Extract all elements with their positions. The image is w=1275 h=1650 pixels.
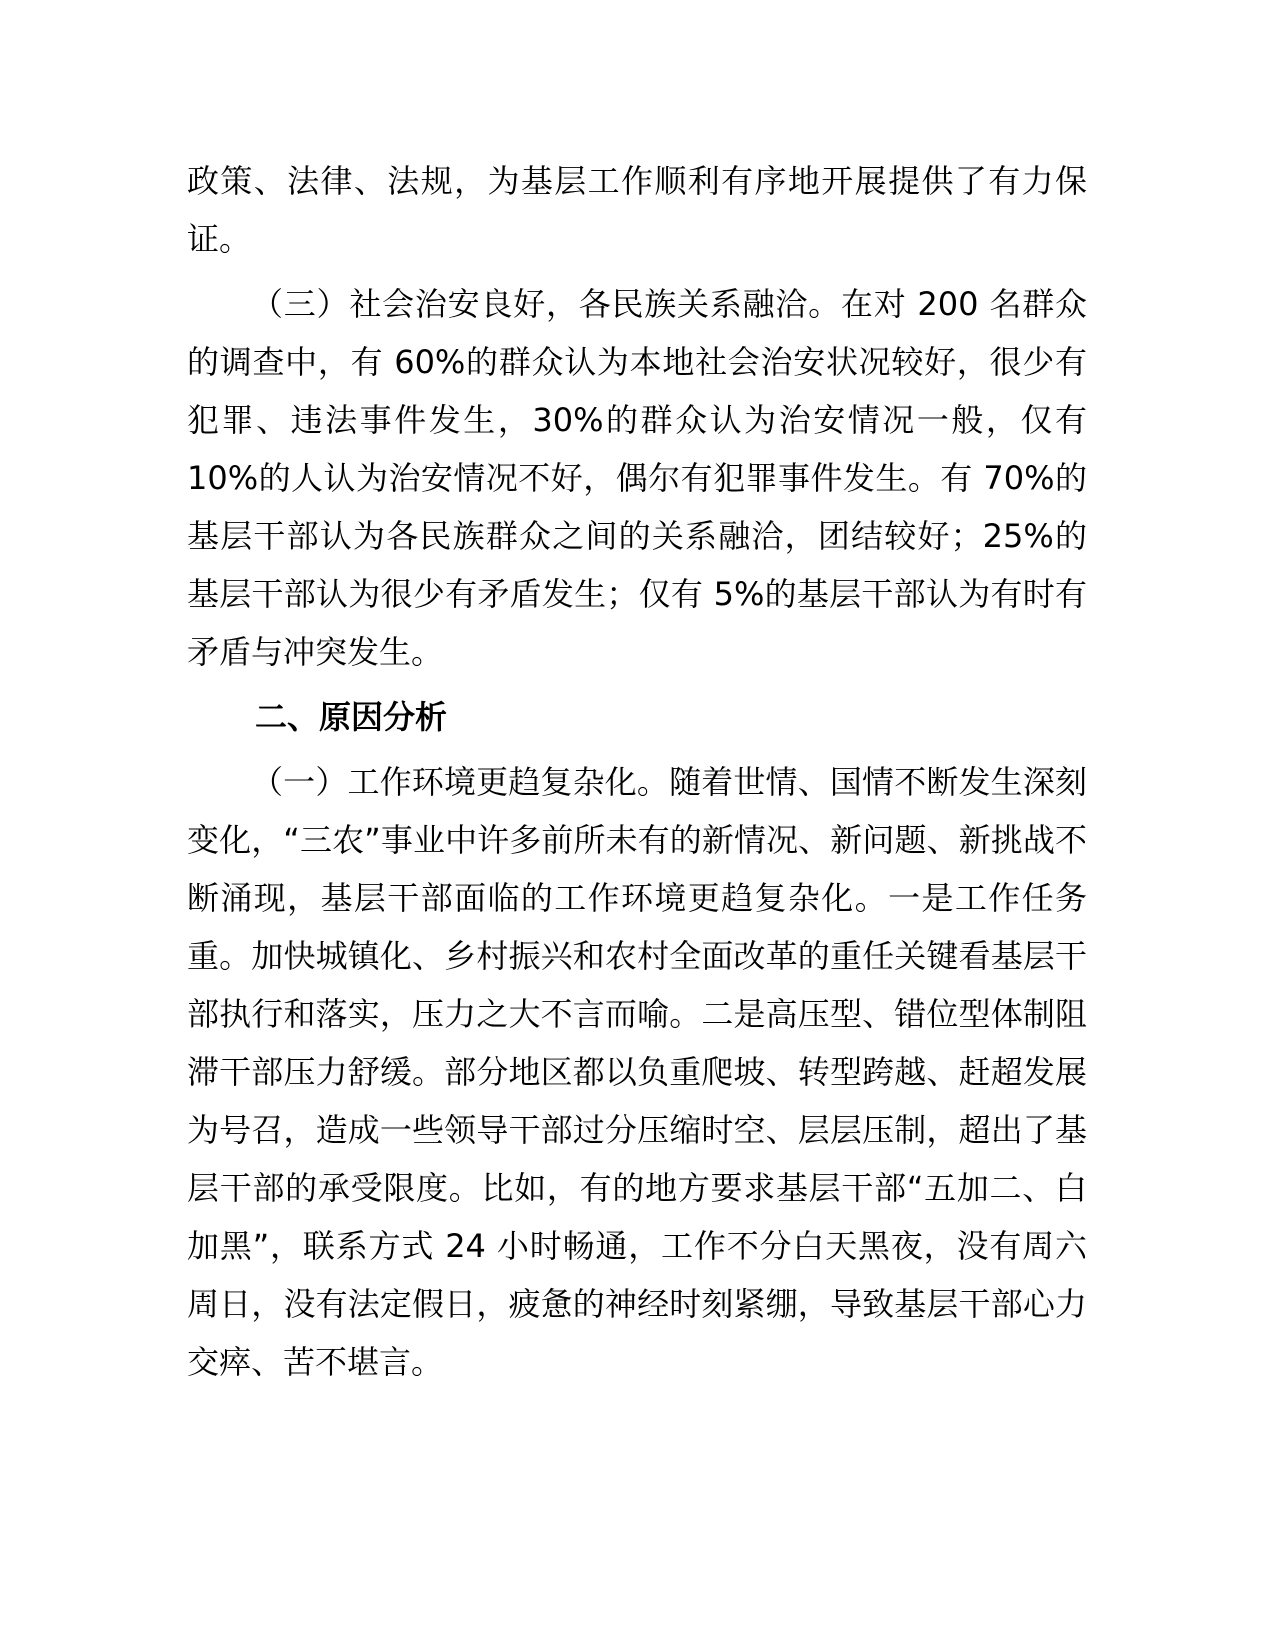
paragraph-continuation: 政策、法律、法规，为基层工作顺利有序地开展提供了有力保证。 <box>187 162 1087 258</box>
paragraph-social-security: （三）社会治安良好，各民族关系融洽。在对 200 名群众的调查中，有 60%的群众认为本地社会治安状况较好，很少有犯罪、违法事件发生，30%的群众认为治安情况一般，仅有 10%的人认为治安情况不好，偶尔有犯罪事件发生。有 70%的基层干部认为各民族群众之间的关系融洽，团结较好；25%的基层干部认为很少有矛盾发生；仅有 5%的基层干部认为有时有矛盾与冲突发生。 <box>187 285 1087 671</box>
document-body <box>187 152 1087 1391</box>
section-heading-cause-analysis: 二、原因分析 <box>255 698 448 736</box>
paragraph-work-environment: （一）工作环境更趋复杂化。随着世情、国情不断发生深刻变化，“三农”事业中许多前所未有的新情况、新问题、新挑战不断涌现，基层干部面临的工作环境更趋复杂化。一是工作任务重。加快城镇化、乡村振兴和农村全面改革的重任关键看基层干部执行和落实，压力之大不言而喻。二是高压型、错位型体制阻滞干部压力舒缓。部分地区都以负重爬坡、转型跨越、赶超发展为号召，造成一些领导干部过分压缩时空、层层压制，超出了基层干部的承受限度。比如，有的地方要求基层干部“五加二、白加黑”，联系方式 24 小时畅通，工作不分白天黑夜，没有周六周日，没有法定假日，疲惫的神经时刻紧绷，导致基层干部心力交瘁、苦不堪言。 <box>187 763 1087 1381</box>
